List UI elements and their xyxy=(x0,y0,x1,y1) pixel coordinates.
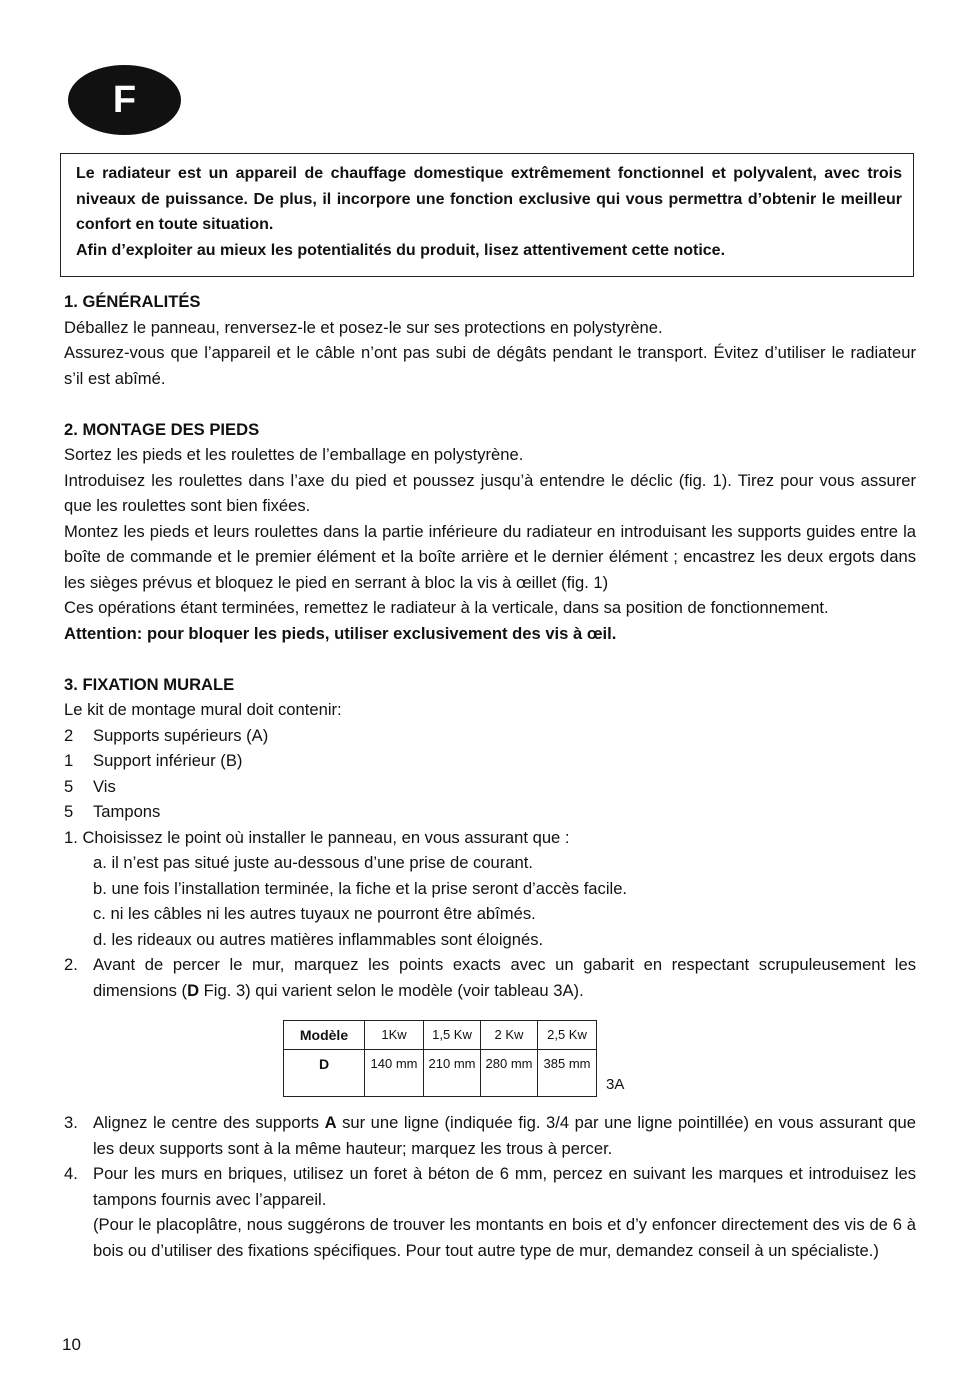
table-cell: 280 mm xyxy=(481,1050,538,1097)
intro-text: Le radiateur est un appareil de chauffage domestique extrêmement fonctionnel et polyvalent, avec trois niveaux de puissance. De plus, il incorpore une fonction exclusive qui vous permettra d’obtenir le meilleur confort en toute situation. xyxy=(76,165,902,233)
table-header-cell: 2,5 Kw xyxy=(538,1021,597,1050)
kit-qty: 1 xyxy=(64,751,74,770)
section-2-paragraph: Ces opérations étant terminées, remettez le radiateur à la verticale, dans sa position de fonctionnement. xyxy=(64,598,829,617)
kit-label: Supports supérieurs (A) xyxy=(93,725,269,745)
table-header-cell: 1Kw xyxy=(365,1021,424,1050)
kit-item xyxy=(64,774,916,800)
section-1-title: 1. GÉNÉRALITÉS xyxy=(64,292,201,311)
intro-advice: Afin d’exploiter au mieux les potentialités du produit, lisez attentivement cette notice. xyxy=(76,241,726,259)
dimensions-table-area xyxy=(283,1020,916,1110)
step-4 xyxy=(64,1161,916,1263)
kit-label: Tampons xyxy=(93,802,161,821)
step-3-text-end: sur une ligne (indiquée fig. 3/4 par une ligne pointillée) en vous assurant que les deux supports sont à la même hauteur; marquez les trous à percer. xyxy=(93,1113,916,1158)
attention-note: Attention: pour bloquer les pieds, utiliser exclusivement des vis à œil. xyxy=(64,623,617,643)
section-2-paragraph: Montez les pieds et leurs roulettes dans la partie inférieure du radiateur en introduisant les supports guides entre la boîte de commande et le premier élément et la boîte arrière et le dernier élément ; encastrez les deux ergots dans les sièges prévus et bloquez le pied en serrant à bloc la vis à œillet (fig. 1) xyxy=(64,521,916,592)
section-1-paragraph: Assurez-vous que l’appareil et le câble n’ont pas subi de dégâts pendant le transport. Évitez d’utiliser le radiateur s’il est abîmé. xyxy=(64,343,916,388)
table-cell: D xyxy=(284,1050,365,1097)
section-2-paragraph: Introduisez les roulettes dans l’axe du pied et poussez jusqu’à entendre le déclic (fig. 1). Tirez pour vous assurer que les roulettes sont bien fixées. xyxy=(64,470,916,515)
table-header-row xyxy=(284,1021,597,1050)
kit-qty: 2 xyxy=(64,725,74,745)
page-number: 10 xyxy=(62,1335,81,1354)
table-header-cell: 1,5 Kw xyxy=(424,1021,481,1050)
table-cell: 210 mm xyxy=(424,1050,481,1097)
table-header-cell: 2 Kw xyxy=(481,1021,538,1050)
step-1: 1. Choisissez le point où installer le panneau, en vous assurant que : xyxy=(64,827,570,847)
step-3-bold: A xyxy=(324,1113,337,1132)
kit-item xyxy=(64,799,916,825)
step-1-sub-b: b. une fois l’installation terminée, la fiche et la prise seront d’accès facile. xyxy=(93,878,628,898)
section-1-paragraph: Déballez le panneau, renversez-le et posez-le sur ses protections en polystyrène. xyxy=(64,317,663,337)
table-cell: 140 mm xyxy=(365,1050,424,1097)
step-number: 3. xyxy=(64,1113,78,1132)
step-3 xyxy=(64,1110,916,1161)
table-header-cell: Modèle xyxy=(284,1021,365,1050)
step-1-sub-d: d. les rideaux ou autres matières inflammables sont éloignés. xyxy=(93,929,544,949)
step-1-sub-a: a. il n’est pas situé juste au-dessous d’une prise de courant. xyxy=(93,853,533,872)
step-3-text: Alignez le centre des supports xyxy=(93,1113,325,1132)
kit-qty: 5 xyxy=(64,776,74,796)
kit-label: Support inférieur (B) xyxy=(93,751,243,770)
kit-label: Vis xyxy=(93,776,116,796)
step-4-note: (Pour le placoplâtre, nous suggérons de trouver les montants en bois et d’y enfoncer directement des vis de 6 à bois ou d’utiliser des fixations spécifiques. Pour tout autre type de mur, demandez conseil à un spécialiste.) xyxy=(93,1215,916,1260)
step-2 xyxy=(64,952,916,1003)
step-2-text: Avant de percer le mur, marquez les points exacts avec un gabarit en respectant scrupuleusement les dimensions ( xyxy=(93,955,916,1000)
section-3-title: 3. FIXATION MURALE xyxy=(64,674,235,694)
table-row xyxy=(284,1050,597,1097)
kit-list xyxy=(64,723,916,825)
kit-intro: Le kit de montage mural doit contenir: xyxy=(64,700,342,719)
step-number: 4. xyxy=(64,1164,78,1183)
kit-qty: 5 xyxy=(64,802,74,821)
main-content xyxy=(64,289,916,1263)
dimensions-table xyxy=(283,1020,597,1097)
language-badge: F xyxy=(68,65,181,135)
table-label: 3A xyxy=(606,1076,625,1093)
intro-box xyxy=(60,153,914,277)
step-number: 2. xyxy=(64,955,78,974)
step-4-text: Pour les murs en briques, utilisez un foret à béton de 6 mm, percez en suivant les marques et introduisez les tampons fournis avec l’appareil. xyxy=(93,1164,916,1209)
kit-item xyxy=(64,748,916,774)
section-2-paragraph: Sortez les pieds et les roulettes de l’emballage en polystyrène. xyxy=(64,445,524,464)
step-1-sub-c: c. ni les câbles ni les autres tuyaux ne pourront être abîmés. xyxy=(93,904,536,923)
step-2-bold: D xyxy=(187,980,200,1000)
table-cell: 385 mm xyxy=(538,1050,597,1097)
section-2-title: 2. MONTAGE DES PIEDS xyxy=(64,419,260,439)
kit-item xyxy=(64,723,916,749)
step-2-text-end: Fig. 3) qui varient selon le modèle (voir tableau 3A). xyxy=(199,980,584,1000)
